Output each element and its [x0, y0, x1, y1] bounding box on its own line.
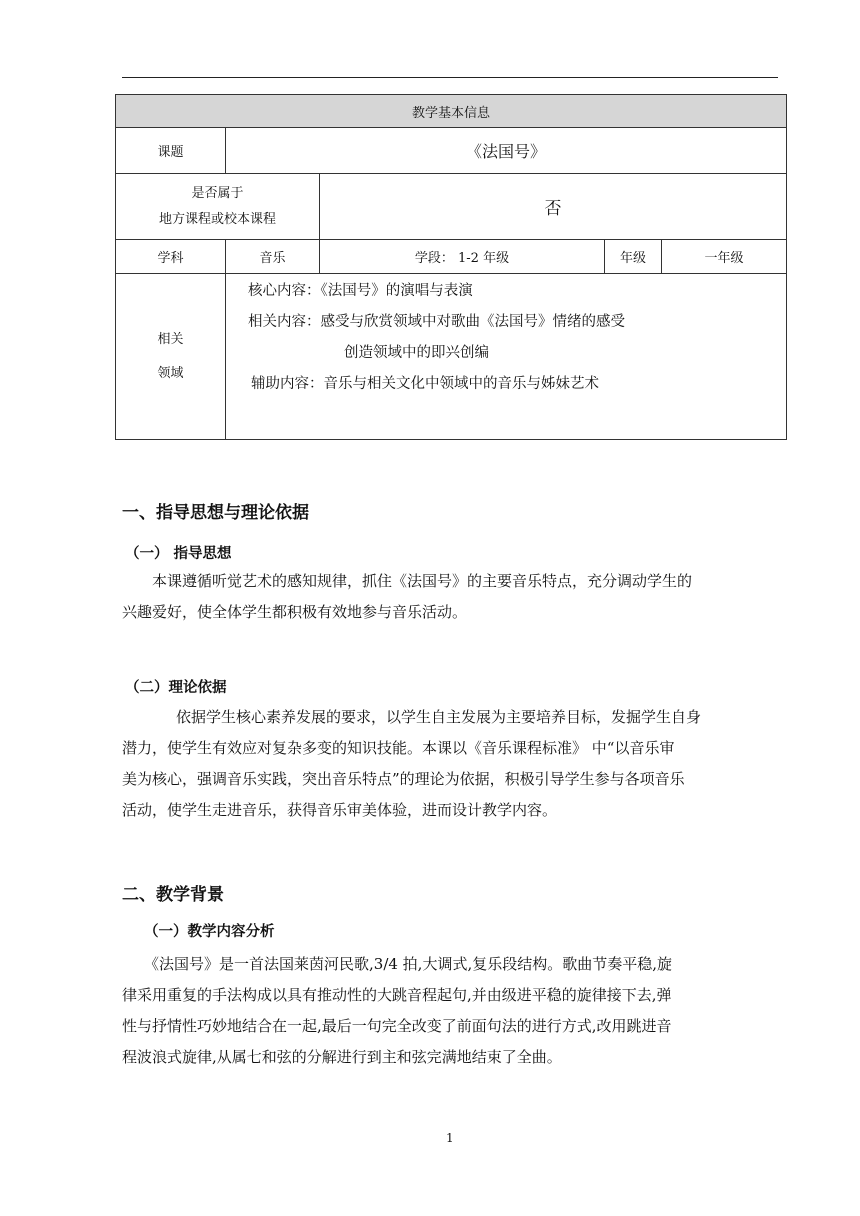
- subject-row: [116, 240, 787, 274]
- table-title: 教学基本信息: [116, 95, 787, 128]
- basic-info-table: [115, 94, 787, 440]
- field-line-related: 相关内容：感受与欣赏领域中对歌曲《法国号》情绪的感受: [248, 314, 625, 330]
- paragraph-line: 活动，使学生走进音乐，获得音乐审美体验，进而设计教学内容。: [122, 801, 558, 819]
- field-row: [116, 274, 787, 440]
- page-number: 1: [446, 1131, 454, 1145]
- section1-sub1-body: [122, 566, 778, 628]
- section1-sub2-heading: （二）理论依据: [125, 680, 227, 696]
- field-label-line1: 相关: [157, 331, 184, 347]
- table-header-row: [116, 95, 787, 128]
- topic-label: 课题: [116, 128, 226, 174]
- local-course-label: [116, 174, 320, 240]
- field-label: [116, 274, 226, 440]
- paragraph-line: 本课遵循听觉艺术的感知规律，抓住《法国号》的主要音乐特点，充分调动学生的: [152, 572, 693, 590]
- topic-value: 《法国号》: [226, 128, 787, 174]
- paragraph-line: 《法国号》是一首法国莱茵河民歌,3/4 拍,大调式,复乐段结构。歌曲节奏平稳,旋: [144, 955, 672, 973]
- section1-sub2-body: [122, 702, 778, 826]
- local-course-value: 否: [320, 174, 787, 240]
- paragraph-line: 美为核心，强调音乐实践，突出音乐特点”的理论为依据，积极引导学生参与各项音乐: [122, 770, 685, 788]
- grade-value: 一年级: [662, 240, 787, 274]
- header-rule: [122, 77, 778, 78]
- field-line-auxiliary: 辅助内容：音乐与相关文化中领域中的音乐与姊妹艺术: [251, 376, 599, 392]
- paragraph-line: 律采用重复的手法构成以具有推动性的大跳音程起句,并由级进平稳的旋律接下去,弹: [122, 986, 672, 1004]
- paragraph-line: 兴趣爱好，使全体学生都积极有效地参与音乐活动。: [122, 603, 468, 621]
- local-course-label-line1: 是否属于: [191, 185, 244, 201]
- field-line-related-cont: 创造领域中的即兴创编: [344, 345, 489, 361]
- field-label-line2: 领域: [157, 365, 184, 381]
- subject-value: 音乐: [226, 240, 320, 274]
- section1-sub1-heading: （一） 指导思想: [125, 546, 232, 562]
- topic-row: [116, 128, 787, 174]
- grade-label: 年级: [605, 240, 662, 274]
- field-content: [226, 274, 787, 440]
- stage-text: 学段： 1-2 年级: [320, 240, 605, 274]
- paragraph-line: 潜力，使学生有效应对复杂多变的知识技能。本课以《音乐课程标准》 中“以音乐审: [122, 739, 675, 757]
- section1-heading: 一、指导思想与理论依据: [122, 503, 309, 523]
- section2-sub1-body: [122, 949, 778, 1073]
- local-course-label-line2: 地方课程或校本课程: [158, 211, 276, 227]
- subject-label: 学科: [116, 240, 226, 274]
- field-line-core: 核心内容：《法国号》的演唱与表演: [248, 283, 473, 299]
- section2-heading: 二、教学背景: [122, 885, 224, 905]
- paragraph-line: 程波浪式旋律,从属七和弦的分解进行到主和弦完满地结束了全曲。: [122, 1048, 562, 1066]
- paragraph-line: 依据学生核心素养发展的要求，以学生自主发展为主要培养目标，发掘学生自身: [176, 708, 702, 726]
- local-course-row: [116, 174, 787, 240]
- paragraph-line: 性与抒情性巧妙地结合在一起,最后一句完全改变了前面句法的进行方式,改用跳进音: [122, 1017, 672, 1035]
- section2-sub1-heading: （一）教学内容分析: [144, 924, 275, 940]
